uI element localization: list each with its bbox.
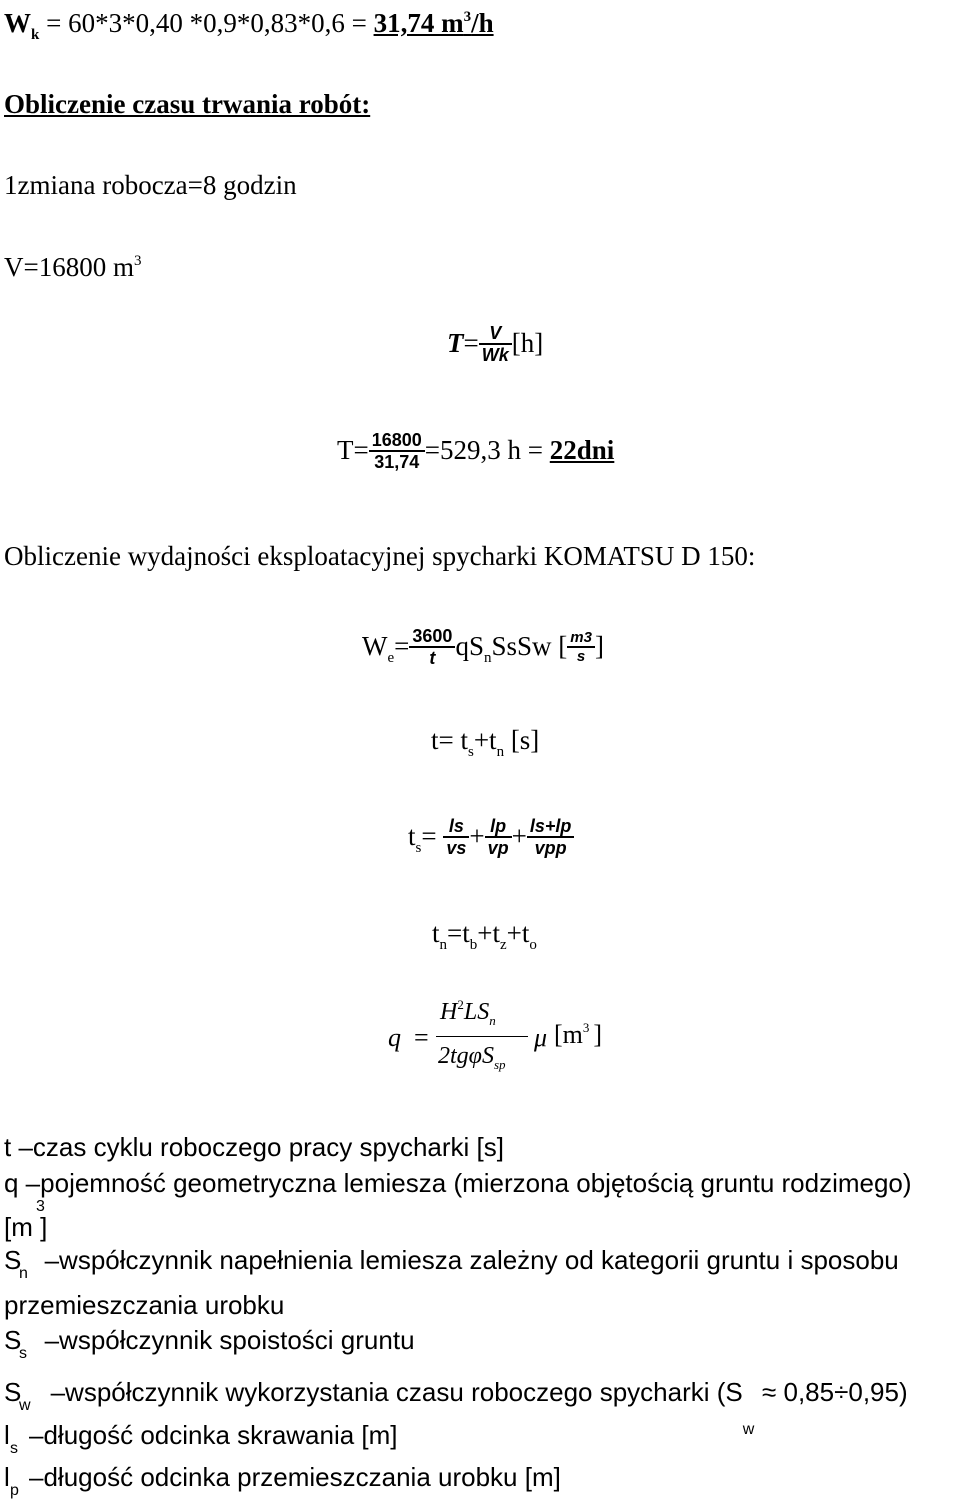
legend-ss-sub: s xyxy=(19,1345,27,1362)
formula-We xyxy=(362,628,604,670)
T-den: Wk xyxy=(479,343,512,365)
We-fraction xyxy=(409,626,455,668)
tn-t: t xyxy=(432,918,440,948)
ts-frac3 xyxy=(527,816,575,858)
We-q-sub: n xyxy=(483,650,492,667)
formula-tn xyxy=(432,918,537,953)
tn-z: z xyxy=(499,937,507,953)
q-LS-sub: n xyxy=(489,1013,496,1028)
legend-q-unit-sup: 3 xyxy=(36,1198,45,1215)
ts-f3-num: ls+lp xyxy=(529,816,572,836)
volume-sup: 3 xyxy=(133,253,142,269)
t-b: +t xyxy=(473,725,497,755)
legend-sw-symbol: S xyxy=(4,1377,22,1407)
ts-eq: = xyxy=(421,821,437,852)
legend-sw-sub: w xyxy=(19,1397,31,1414)
ts-symbol: t xyxy=(408,821,416,852)
tn-plus2: +t xyxy=(506,918,530,948)
legend-sw-tail: ≈ 0,85÷0,95) xyxy=(754,1377,908,1407)
calcT-result: 22dni xyxy=(549,435,615,466)
ts-frac1 xyxy=(443,816,469,858)
wk-result xyxy=(374,8,494,38)
We-sub: e xyxy=(387,650,395,667)
legend-sn-symbol: S xyxy=(4,1245,22,1275)
We-num: 3600 xyxy=(412,626,453,646)
T-symbol: T xyxy=(447,328,464,359)
We-symbol: W xyxy=(362,631,388,662)
q-unit xyxy=(554,1022,602,1048)
q-unit-close: ] xyxy=(593,1020,603,1049)
legend-lp-symbol: l xyxy=(4,1462,10,1492)
q-denominator xyxy=(438,1043,506,1072)
T-fraction xyxy=(479,323,512,365)
legend-ss-text: –współczynnik spoistości gruntu xyxy=(44,1325,415,1355)
legend-ls-sub: s xyxy=(10,1440,18,1457)
q-den-sub: sp xyxy=(493,1057,506,1072)
q-fraction-bar xyxy=(436,1036,528,1037)
ts-f2-num: lp xyxy=(490,816,507,836)
We-q: qS xyxy=(455,631,484,662)
We-unit-fraction xyxy=(567,629,595,665)
t-a: t= t xyxy=(431,725,468,755)
calcT-num: 16800 xyxy=(371,430,422,450)
tn-n: n xyxy=(439,937,448,953)
wk-expression: = 60*3*0,40 *0,9*0,83*0,6 = xyxy=(39,8,374,38)
legend-ss-symbol: S xyxy=(4,1325,22,1355)
shift-info: 1zmiana robocza=8 godzin xyxy=(4,170,297,200)
legend-lp-text: –długość odcinka przemieszczania urobku [m] xyxy=(29,1462,561,1492)
legend-sn-text: –współczynnik napełnienia lemiesza zależny od kategorii gruntu i sposobu xyxy=(44,1245,899,1275)
T-eq: = xyxy=(463,328,479,359)
volume-text: V=16800 m xyxy=(4,252,134,282)
q-numerator xyxy=(440,997,496,1028)
ts-f1-num: ls xyxy=(448,816,464,836)
legend-ls-symbol: l xyxy=(4,1420,10,1450)
ts-frac2 xyxy=(485,816,512,858)
legend-q-unit xyxy=(4,1198,48,1243)
ts-f1-den: vs xyxy=(443,836,469,858)
We-close: ] xyxy=(594,631,604,662)
legend-t: t –czas cyklu roboczego pracy spycharki [s] xyxy=(4,1132,504,1162)
tn-b: b xyxy=(469,937,478,953)
formula-t xyxy=(431,725,540,760)
ts-f2-den: vp xyxy=(485,836,512,858)
calcT-fraction xyxy=(369,430,425,472)
t-a-sub: s xyxy=(467,744,474,760)
legend-sn-cont: przemieszczania urobku xyxy=(4,1290,285,1320)
q-mu: μ xyxy=(534,1023,548,1052)
T-num: V xyxy=(489,323,502,343)
heading-efficiency: Obliczenie wydajności eksploatacyjnej spycharki KOMATSU D 150: xyxy=(4,541,756,571)
We-unit-den: s xyxy=(567,646,595,665)
heading-duration: Obliczenie czasu trwania robót: xyxy=(4,89,371,119)
q-unit-open: [m xyxy=(554,1020,583,1049)
We-den: t xyxy=(409,646,455,668)
q-H-sup: 2 xyxy=(457,997,464,1012)
ts-plus1: + xyxy=(469,821,485,852)
legend-lp xyxy=(4,1462,561,1499)
We-eq: = xyxy=(394,631,410,662)
q-LS: LS xyxy=(463,999,490,1025)
ts-plus2: + xyxy=(511,821,527,852)
calcT-den: 31,74 xyxy=(369,450,425,472)
ts-f3-den: vpp xyxy=(527,836,575,858)
tn-o: o xyxy=(529,937,537,953)
q-den: 2tgφS xyxy=(438,1043,494,1069)
calcT-mid: =529,3 h = xyxy=(424,435,550,466)
wk-result-tail: /h xyxy=(471,8,494,38)
legend-ls xyxy=(4,1420,398,1457)
legend-sn xyxy=(4,1245,899,1282)
wk-equation xyxy=(4,8,494,43)
wk-symbol: W xyxy=(4,8,31,38)
legend-q-unit-text: [m ] xyxy=(4,1212,48,1242)
legend-sn-sub: n xyxy=(19,1265,28,1282)
legend-q: q –pojemność geometryczna lemiesza (mierzona objętością gruntu rodzimego) xyxy=(4,1168,912,1198)
q-H: H xyxy=(440,999,458,1025)
wk-result-sup: 3 xyxy=(463,9,472,25)
legend-lp-sub: p xyxy=(10,1482,19,1499)
formula-q xyxy=(388,998,628,1078)
wk-result-value: 31,74 m xyxy=(373,8,464,38)
wk-sub: k xyxy=(31,27,40,43)
t-b-sub: n xyxy=(496,744,505,760)
tn-plus1: +t xyxy=(477,918,500,948)
legend-sw-sub2: w xyxy=(742,1421,755,1438)
legend-sw-text: –współczynnik wykorzystania czasu roboczego spycharki (S xyxy=(50,1377,743,1407)
q-unit-sup: 3 xyxy=(582,1020,590,1035)
We-rest: SsSw [ xyxy=(491,631,568,662)
formula-ts xyxy=(408,818,574,860)
volume-info xyxy=(4,254,141,281)
q-lhs: q xyxy=(388,1023,401,1052)
legend-ls-text: –długość odcinka skrawania [m] xyxy=(29,1420,398,1450)
calcT-lhs: T= xyxy=(337,435,369,466)
calc-T xyxy=(337,432,614,474)
q-eq: = xyxy=(414,1023,429,1052)
We-unit-num: m3 xyxy=(570,629,592,646)
T-unit: [h] xyxy=(511,328,544,359)
legend-ss xyxy=(4,1325,415,1362)
tn-eq: =t xyxy=(447,918,470,948)
formula-T xyxy=(447,325,543,367)
t-unit: [s] xyxy=(504,725,540,755)
ts-sub: s xyxy=(415,840,422,857)
